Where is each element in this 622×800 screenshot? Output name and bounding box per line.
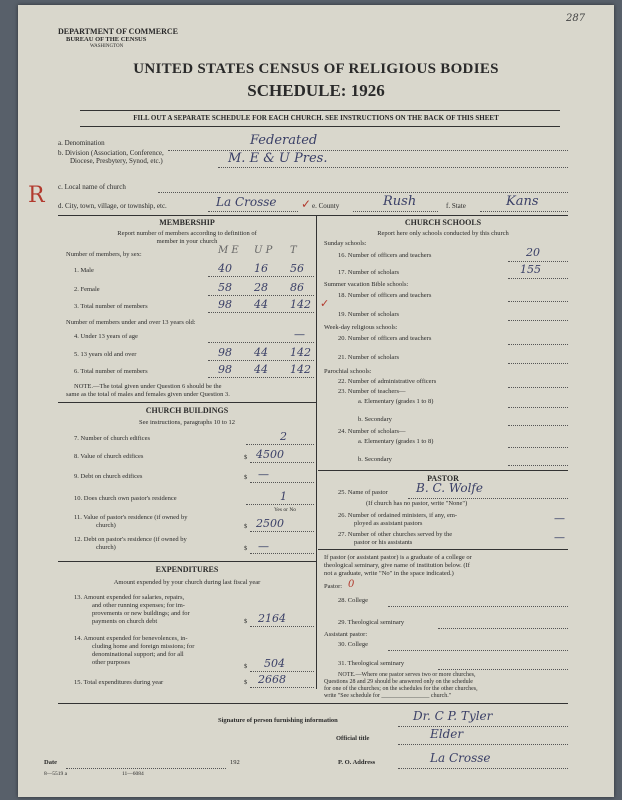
q13-line-3: provements or new buildings; and for (92, 610, 190, 617)
male-label: 1. Male (74, 267, 94, 274)
pastor-note-1: NOTE.—Where one pastor serves two or more churches, (338, 672, 476, 678)
divider (58, 703, 568, 704)
buildings-heading: CHURCH BUILDINGS (145, 406, 229, 415)
q13-line-1: 13. Amount expended for salaries, repairs, (74, 594, 185, 601)
total-members-6-label: 6. Total number of members (74, 368, 148, 375)
q16-label: 16. Number of officers and teachers (338, 252, 432, 259)
page-number: 287 (566, 13, 586, 24)
schools-heading: CHURCH SCHOOLS (404, 218, 482, 227)
edifices-debt-value[interactable]: — (258, 468, 269, 481)
county-value[interactable]: Rush (383, 194, 417, 209)
denomination-label: a. Denomination (58, 139, 105, 147)
q20-label: 20. Number of officers and teachers (338, 335, 432, 342)
q13-value[interactable]: 2164 (258, 612, 286, 625)
total-up[interactable]: 44 (254, 298, 268, 311)
q24b-label: b. Secondary (358, 456, 392, 463)
membership-note-2: same as the total of males and females given under Question 3. (66, 391, 230, 398)
weekday-schools-label: Week-day religious schools: (324, 324, 398, 331)
county-label: e. County (312, 202, 340, 210)
col-head-t: T (290, 245, 297, 256)
denomination-value[interactable]: Federated (250, 133, 318, 148)
signature-label: Signature of person furnishing information (218, 717, 338, 724)
edifices-count-label: 7. Number of church edifices (74, 435, 150, 442)
edifices-value-value[interactable]: 4500 (256, 448, 284, 461)
edifices-value-label: 8. Value of church edifices (74, 453, 144, 460)
by-sex-label: Number of members, by sex: (66, 251, 142, 258)
red-check-mark: ✓ (301, 197, 312, 211)
schools-subtext: Report here only schools conducted by this church (377, 230, 509, 237)
over-13-up[interactable]: 44 (254, 346, 268, 359)
total6-up[interactable]: 44 (254, 363, 268, 376)
official-title-value[interactable]: Elder (430, 727, 464, 741)
residence-debt-value[interactable]: — (258, 540, 269, 553)
q28-label: 28. College (338, 597, 368, 604)
membership-heading: MEMBERSHIP (159, 218, 215, 227)
division-value[interactable]: M. E & U Pres. (228, 151, 328, 166)
q24-label: 24. Number of scholars— (338, 428, 406, 435)
buildings-subtext: See instructions, paragraphs 10 to 12 (138, 419, 236, 426)
q25-label: 25. Name of pastor (338, 489, 388, 496)
divider (80, 126, 560, 127)
pastor-note-3: for one of the churches; on the schedules for the other churches, (324, 686, 478, 692)
bureau-location: WASHINGTON (90, 44, 124, 49)
female-me[interactable]: 58 (218, 281, 232, 294)
date-label: Date (44, 759, 57, 766)
edifices-debt-label: 9. Debt on church edifices (74, 473, 143, 480)
q14-line-3: denominational support; and for all (92, 651, 184, 658)
po-address-label: P. O. Address (338, 759, 376, 766)
male-total[interactable]: 56 (290, 262, 304, 275)
q17-value[interactable]: 155 (520, 263, 541, 276)
state-value[interactable]: Kans (506, 194, 539, 209)
col-head-up: U P (254, 245, 273, 256)
local-name-label: c. Local name of church (58, 183, 126, 191)
residence-value-value[interactable]: 2500 (256, 517, 284, 530)
city-value[interactable]: La Crosse (216, 195, 277, 209)
q23a-label: a. Elementary (grades 1 to 8) (358, 398, 434, 405)
q18-label: 18. Number of officers and teachers (338, 292, 432, 299)
vacation-schools-label: Summer vacation Bible schools: (324, 281, 409, 288)
over-13-label: 5. 13 years old and over (74, 351, 137, 358)
parochial-schools-label: Parochial schools: (324, 368, 372, 375)
q17-label: 17. Number of scholars (338, 269, 400, 276)
form-subtitle: SCHEDULE: 1926 (247, 81, 385, 100)
q21-label: 21. Number of scholars (338, 354, 400, 361)
q15-label: 15. Total expenditures during year (74, 679, 164, 686)
q26-line-2: ployed as assistant pastors (354, 520, 423, 527)
under-13-label: 4. Under 13 years of age (74, 333, 138, 340)
female-label: 2. Female (74, 286, 100, 293)
q31-label: 31. Theological seminary (338, 660, 405, 667)
graduate-note-3: not a graduate, write "No" in the space indicated.) (324, 570, 454, 577)
q26-line-1: 26. Number of ordained ministers, if any, em- (338, 512, 458, 519)
census-schedule-page: 287 DEPARTMENT OF COMMERCE BUREAU OF THE CENSUS WASHINGTON UNITED STATES CENSUS OF RELIGIOUS BODIES SCHEDULE: 1926 FILL OUT A SEPARATE SCHEDULE FOR EACH CHURCH. SEE INSTRUCTIONS ON THE BACK OF THIS SHEET a. Denomination Federated b. Division (Association, Conference, Diocese, Presbytery, Synod, etc.) M. E & U Pres. R c. Local name of church d. City, town, village, or township, etc. La Crosse ✓ e. County Rush f. State Kans MEMBERSHIP Report number of members according to definition of member in your church M E U P T Number of members, by sex: 1. Male 40 16 56 2. Female 58 28 86 3. Total number of members 98 44 142 ✓ Number of members under and over 13 years old: 4. Under 13 years of age — 5. 13 years old and over 98 44 142 6. Total number of members 98 44 142 NOTE.—The total given under Question 6 should be the same as the total of males and females given under Question 3. CHURCH BUILDINGS See instructions, paragraphs 10 to 12 7. Number of church edifices 2 8. Value of church edifices $ 4500 9. Debt on church edifices $ — 10. Does church own pastor's residence 1 Yes or No 11. Value of pastor's residence (if owned by church) $ 2500 12. Debt on pastor's residence (if owned by church) $ — EXPENDITURES Amount expended by your church during last fiscal year 13. Amount expended for salaries, repairs, and other running expenses; for im- provements or new buildings; and for payments on church debt $ 2164 14. Amount expended for benevolences, in- cluding home and foreign missions; for denominational support; and for all other purposes $ 504 15. Total expenditures during year $ 2668 CHURCH SCHOOLS Report here only schools conducted by this church Sunday schools: 16. Number of officers and teachers 20 17. Number of scholars 155 Summer vacation Bible schools: 18. Number of officers and teachers 19. Number of scholars Week-day religious schools: 20. Number of officers and teachers 21. Number of scholars Parochial schools: 22. Number of administrative officers 23. Number of teachers— a. Elementary (grades 1 to 8) b. Secondary 24. Number of scholars— a. Elementary (grades 1 to 8) b. Secondary PASTOR 25. Name of pastor B. C. Wolfe (If church has no pastor, write "None") 26. Number of ordained ministers, if any, em- ployed as assistant pastors — 27. Number of other churches served by the pastor or his assistants — If pastor (or assistant pastor) is a graduate of a college or theological seminary, give name of institution below. (If not a graduate, write "No" in the space indicated.) Pastor: 0 28. College 29. Theological seminary Assistant pastor: 30. College 31. Theological seminary NOTE.—Where one pastor serves two or more churches, Questions 28 and 29 should be answered only on the schedule for one of the churches; on the schedules for the other churches, write "See schedule for ________________ church." Signature of person furnishing information Dr. C P. Tyler Official title Elder Date 192 P. O. Address La Crosse 8—5519 a 11—6084 (18, 5, 614, 797)
q16-value[interactable]: 20 (526, 246, 540, 259)
residence-owned-label: 10. Does church own pastor's residence (74, 495, 177, 502)
year-prefix: 192 (230, 759, 240, 766)
q14-line-4: other purposes (92, 659, 131, 666)
q30-label: 30. College (338, 641, 368, 648)
total6-t[interactable]: 142 (290, 363, 311, 376)
q27-line-2: pastor or his assistants (354, 539, 413, 546)
total-t[interactable]: 142 (290, 298, 311, 311)
edifices-count-value[interactable]: 2 (280, 430, 287, 443)
q24a-label: a. Elementary (grades 1 to 8) (358, 438, 434, 445)
q27-line-1: 27. Number of other churches served by the (338, 531, 453, 538)
graduate-note-2: theological seminary, give name of institution below. (If (324, 562, 470, 569)
membership-subtext-2: member in your church (156, 238, 218, 245)
pastor-note-2: Questions 28 and 29 should be answered only on the schedule (324, 679, 473, 685)
over-13-total[interactable]: 142 (290, 346, 311, 359)
expenditures-heading: EXPENDITURES (155, 565, 219, 574)
q14-line-1: 14. Amount expended for benevolences, in- (74, 635, 188, 642)
q13-line-2: and other running expenses; for im- (92, 602, 185, 609)
q26-value[interactable]: — (554, 512, 565, 525)
divider (80, 110, 560, 111)
total6-me[interactable]: 98 (218, 363, 232, 376)
col-head-me: M E (218, 245, 239, 256)
under-13-total[interactable]: — (294, 328, 305, 341)
q29-label: 29. Theological seminary (338, 619, 405, 626)
graduate-note-1: If pastor (or assistant pastor) is a graduate of a college or (324, 554, 472, 561)
sunday-schools-label: Sunday schools: (324, 240, 367, 247)
official-title-label: Official title (336, 735, 370, 742)
instruction-text: FILL OUT A SEPARATE SCHEDULE FOR EACH CHURCH. SEE INSTRUCTIONS ON THE BACK OF THIS SHEET (133, 114, 499, 122)
form-title: UNITED STATES CENSUS OF RELIGIOUS BODIES (133, 61, 499, 77)
margin-mark-r: R (28, 183, 45, 208)
assistant-pastor-label: Assistant pastor: (324, 631, 368, 638)
state-label: f. State (446, 202, 466, 210)
signature-value[interactable]: Dr. C P. Tyler (413, 709, 493, 723)
pastor-red-mark: 0 (348, 579, 355, 590)
bureau-name: BUREAU OF THE CENSUS (66, 36, 147, 43)
total-me[interactable]: 98 (218, 298, 232, 311)
residence-owned-value[interactable]: 1 (280, 490, 287, 503)
divider (318, 549, 568, 550)
divider (318, 470, 568, 471)
po-address-value[interactable]: La Crosse (430, 751, 491, 765)
female-total[interactable]: 86 (290, 281, 304, 294)
q15-value[interactable]: 2668 (258, 673, 286, 686)
yes-no-hint: Yes or No (274, 507, 297, 513)
expenditures-subtext: Amount expended by your church during last fiscal year (113, 579, 261, 586)
q27-value[interactable]: — (554, 531, 565, 544)
q23-label: 23. Number of teachers— (338, 388, 406, 395)
membership-note: NOTE.—The total given under Question 6 should be the (74, 383, 222, 390)
divider (58, 215, 568, 216)
divider (58, 561, 316, 562)
q22-label: 22. Number of administrative officers (338, 378, 437, 385)
membership-subtext: Report number of members according to definition of (117, 230, 257, 237)
residence-debt-label: 12. Debt on pastor's residence (if owned by (74, 536, 187, 543)
column-divider (316, 215, 317, 689)
male-up[interactable]: 16 (254, 262, 268, 275)
residence-value-label: 11. Value of pastor's residence (if owned by (74, 514, 188, 521)
pastor-heading: PASTOR (427, 474, 459, 483)
city-label: d. City, town, village, or township, etc. (58, 202, 167, 210)
red-check-mark: ✓ (320, 298, 330, 310)
q23b-label: b. Secondary (358, 416, 392, 423)
form-number: 8—5519 a (44, 771, 68, 777)
q14-value[interactable]: 504 (264, 657, 285, 670)
q19-label: 19. Number of scholars (338, 311, 400, 318)
pastor-label: Pastor: (324, 583, 343, 590)
female-up[interactable]: 28 (254, 281, 268, 294)
over-13-me[interactable]: 98 (218, 346, 232, 359)
q25-note: (If church has no pastor, write "None") (366, 500, 468, 507)
q25-value[interactable]: B. C. Wolfe (416, 481, 483, 495)
age-label: Number of members under and over 13 years old: (66, 319, 196, 326)
total-members-label: 3. Total number of members (74, 303, 148, 310)
divider (58, 402, 316, 403)
division-label-2: Diocese, Presbytery, Synod, etc.) (70, 157, 163, 165)
q13-line-4: payments on church debt (92, 618, 158, 625)
print-number: 11—6084 (122, 771, 144, 777)
q14-line-2: cluding home and foreign missions; for (92, 643, 195, 650)
pastor-note-4: write "See schedule for ________________ church." (324, 693, 452, 699)
male-me[interactable]: 40 (218, 262, 232, 275)
department-name: DEPARTMENT OF COMMERCE (58, 27, 179, 36)
division-label: b. Division (Association, Conference, (58, 149, 164, 157)
